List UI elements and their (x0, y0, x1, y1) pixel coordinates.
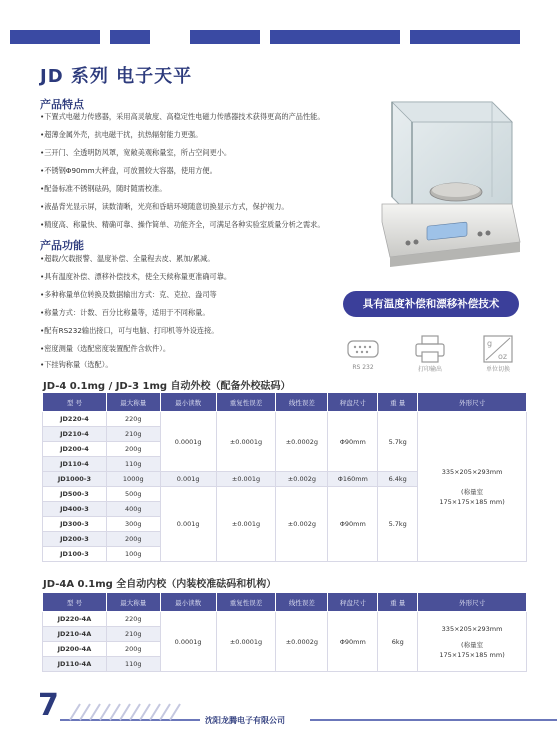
chamber-value: 175×175×185 mm) (439, 497, 505, 506)
capacity-cell: 200g (106, 642, 160, 657)
feature-item: •不锈钢Φ90mm大秤盘，可放置较大容器，使用方便。 (40, 166, 217, 175)
table-header: 最大称量 (106, 593, 160, 612)
capacity-cell: 200g (106, 532, 160, 547)
table-header: 重复性误差 (216, 593, 276, 612)
table-header: 线性误差 (276, 393, 328, 412)
function-item: •多种称量单位转换及数据输出方式：克、克拉、盎司等 (40, 290, 217, 299)
features-heading: 产品特点 (40, 98, 84, 111)
page-title: JD 系列 电子天平 (40, 66, 193, 87)
top-decorative-strip (0, 30, 557, 44)
feature-item: •精度高、称量快、精确可靠、操作简单、功能齐全，可满足各种实验室质量分析之需求。 (40, 220, 325, 229)
table2 (42, 592, 527, 672)
unit-switch-icon (482, 334, 514, 364)
readability-cell: 0.0001g (160, 412, 216, 472)
model-cell: JD210-4A (43, 627, 107, 642)
model-cell: JD400-3 (43, 502, 107, 517)
tech-badge: 具有温度补偿和漂移补偿技术 (343, 291, 519, 317)
repeatability-cell: ±0.0001g (216, 412, 276, 472)
capacity-cell: 200g (106, 442, 160, 457)
chamber-label: (称量室 (461, 487, 484, 496)
svg-text:oz: oz (498, 352, 508, 361)
repeatability-cell: ±0.001g (216, 487, 276, 562)
rs232-icon (347, 337, 379, 363)
printer-label: 打印输出 (417, 366, 442, 373)
table-header: 最小读数 (160, 593, 216, 612)
linearity-cell: ±0.0002g (276, 612, 328, 672)
capacity-cell: 1000g (106, 472, 160, 487)
functions-heading: 产品功能 (40, 239, 84, 252)
table-header: 最小读数 (160, 393, 216, 412)
table-header: 线性误差 (276, 593, 328, 612)
weight-cell: 6kg (378, 612, 418, 672)
table-row (43, 412, 527, 427)
readability-cell: 0.001g (160, 487, 216, 562)
capacity-cell: 210g (106, 427, 160, 442)
weight-cell: 5.7kg (378, 412, 418, 472)
table-header: 重 量 (378, 393, 418, 412)
chamber-label: (称量室 (461, 640, 484, 649)
pan-size-cell: Φ160mm (328, 472, 378, 487)
feature-item: •下置式电磁力传感器，采用高灵敏度、高稳定性电磁力传感器技术获得更高的产品性能。 (40, 112, 325, 121)
feature-item: •超薄金属外壳，抗电磁干扰，抗热辐射能力更强。 (40, 130, 203, 139)
model-cell: JD220-4 (43, 412, 107, 427)
weight-cell: 6.4kg (378, 472, 418, 487)
dimensions-value: 335×205×293mm (441, 467, 503, 476)
model-cell: JD500-3 (43, 487, 107, 502)
table-header: 重复性误差 (216, 393, 276, 412)
table1 (42, 392, 527, 562)
features-list (40, 112, 360, 238)
company-name: 沈阳龙腾电子有限公司 (205, 716, 285, 725)
function-item: •下挂钩称量（选配）。 (40, 360, 113, 369)
feature-item: •三开门、全透明防风罩，宽敞美观称量室，所占空间更小。 (40, 148, 232, 157)
pan-size-cell: Φ90mm (328, 487, 378, 562)
capacity-cell: 300g (106, 517, 160, 532)
svg-text:g: g (487, 339, 493, 348)
function-item: •配有RS232输出接口，可与电脑、打印机等外设连接。 (40, 326, 219, 335)
function-item: •称量方式：计数、百分比称量等，适用于不同称量。 (40, 308, 210, 317)
linearity-cell: ±0.0002g (276, 412, 328, 472)
capacity-cell: 110g (106, 657, 160, 672)
function-item: •具有温度补偿、漂移补偿技术，使全天候称量更准确可靠。 (40, 272, 232, 281)
dimensions-cell (418, 612, 527, 672)
dimensions-value: 335×205×293mm (441, 624, 503, 633)
model-cell: JD1000-3 (43, 472, 107, 487)
model-cell: JD300-3 (43, 517, 107, 532)
model-cell: JD210-4 (43, 427, 107, 442)
table2-title: JD-4A 0.1mg 全自动内校（内装校准砝码和机构） (43, 579, 277, 590)
model-cell: JD200-3 (43, 532, 107, 547)
function-item: •超载/欠载报警、温度补偿、全量程去皮、累加/累减。 (40, 254, 215, 263)
model-cell: JD110-4 (43, 457, 107, 472)
rs232-label: RS 232 (352, 364, 374, 371)
balance-product-image (372, 92, 522, 282)
table-row (43, 612, 527, 627)
page-number: 7 (38, 688, 59, 723)
repeatability-cell: ±0.0001g (216, 612, 276, 672)
unit-switch-label: 单位切换 (485, 366, 510, 373)
capacity-cell: 110g (106, 457, 160, 472)
model-cell: JD220-4A (43, 612, 107, 627)
feature-item: •配备标准不锈钢砝码，随时随需校准。 (40, 184, 167, 193)
model-cell: JD200-4A (43, 642, 107, 657)
capacity-cell: 100g (106, 547, 160, 562)
chamber-value: 175×175×185 mm) (439, 650, 505, 659)
pan-size-cell: Φ90mm (328, 412, 378, 472)
capacity-cell: 400g (106, 502, 160, 517)
readability-cell: 0.0001g (160, 612, 216, 672)
table-header: 外形尺寸 (418, 393, 527, 412)
printer-icon (414, 334, 446, 364)
table-header-row (43, 393, 527, 412)
linearity-cell: ±0.002g (276, 487, 328, 562)
table-header: 秤盘尺寸 (328, 393, 378, 412)
pan-size-cell: Φ90mm (328, 612, 378, 672)
model-cell: JD100-3 (43, 547, 107, 562)
readability-cell: 0.001g (160, 472, 216, 487)
feature-item: •液晶背光显示屏，读数清晰，光亮和昏暗环境随意切换显示方式，保护视力。 (40, 202, 289, 211)
weight-cell: 5.7kg (378, 487, 418, 562)
table-header: 外形尺寸 (418, 593, 527, 612)
table-header: 型 号 (43, 593, 107, 612)
model-cell: JD200-4 (43, 442, 107, 457)
linearity-cell: ±0.002g (276, 472, 328, 487)
repeatability-cell: ±0.001g (216, 472, 276, 487)
capacity-cell: 500g (106, 487, 160, 502)
table-header: 重 量 (378, 593, 418, 612)
function-item: •密度测量（选配密度装置配件含软件）。 (40, 344, 171, 353)
dimensions-cell (418, 412, 527, 562)
capacity-cell: 210g (106, 627, 160, 642)
model-cell: JD110-4A (43, 657, 107, 672)
capacity-cell: 220g (106, 412, 160, 427)
capacity-cell: 220g (106, 612, 160, 627)
table-header: 型 号 (43, 393, 107, 412)
table-header: 秤盘尺寸 (328, 593, 378, 612)
table1-title: JD-4 0.1mg / JD-3 1mg 自动外校（配备外校砝码） (43, 381, 291, 392)
table-header-row (43, 593, 527, 612)
table-header: 最大称量 (106, 393, 160, 412)
